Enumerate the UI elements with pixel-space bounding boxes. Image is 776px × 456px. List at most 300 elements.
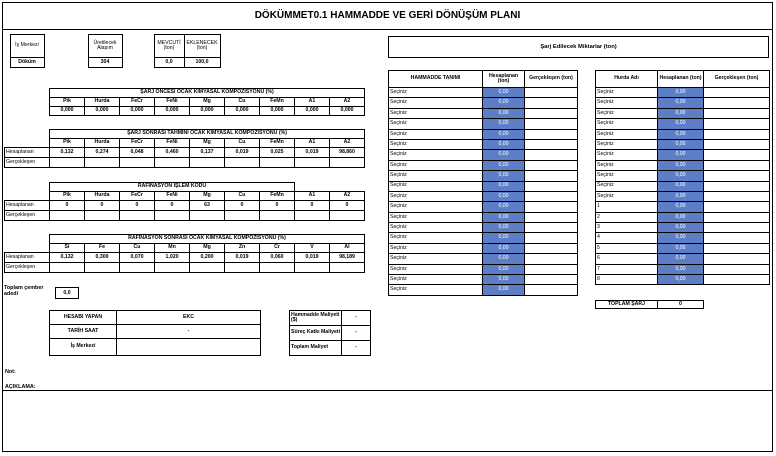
- table-row: [389, 264, 578, 274]
- row-real-input[interactable]: [704, 233, 770, 243]
- row-real-input[interactable]: [704, 223, 770, 233]
- cell-value: 0,274: [85, 148, 120, 158]
- table-row: [389, 160, 578, 170]
- input-cell[interactable]: [190, 158, 225, 168]
- row-real-input[interactable]: [525, 243, 578, 253]
- col-header: Pik: [50, 192, 85, 201]
- row-select[interactable]: 2: [596, 212, 658, 222]
- row-select[interactable]: 7: [596, 264, 658, 274]
- table-row: [389, 108, 578, 118]
- cell-value: 0,200: [190, 253, 225, 263]
- row-calc-value: 0,00: [483, 181, 525, 191]
- sarj-sonrasi-table: [4, 129, 365, 168]
- row-real-input[interactable]: [704, 129, 770, 139]
- toplam-maliyet-value: -: [342, 341, 371, 356]
- row-real-input[interactable]: [704, 150, 770, 160]
- cell-value: 0,132: [50, 253, 85, 263]
- input-cell[interactable]: [50, 263, 85, 273]
- table-row: [596, 233, 770, 243]
- row-calc-value: 0,00: [483, 160, 525, 170]
- col-header: A2: [330, 192, 365, 201]
- cell-value: 0,000: [330, 107, 365, 116]
- row-real-input[interactable]: [525, 233, 578, 243]
- input-cell[interactable]: [330, 211, 365, 221]
- cell-value: 1,020: [155, 253, 190, 263]
- hurda-table: [595, 70, 770, 285]
- rafinasyon-kodu-title: RAFİNASYON İŞLEM KODU: [50, 183, 295, 192]
- row-select[interactable]: Seçiniz: [596, 191, 658, 201]
- cell-value: 0,070: [120, 253, 155, 263]
- hurda-name-header: Hurda Adı: [596, 71, 658, 88]
- table-row: [596, 98, 770, 108]
- table-row: [596, 171, 770, 181]
- input-cell[interactable]: [260, 211, 295, 221]
- row-select[interactable]: Seçiniz: [389, 212, 483, 222]
- input-cell[interactable]: [260, 158, 295, 168]
- row-select[interactable]: Seçiniz: [389, 191, 483, 201]
- input-cell[interactable]: [225, 263, 260, 273]
- cell-value: 0: [330, 201, 365, 211]
- row-select[interactable]: Seçiniz: [389, 119, 483, 129]
- rafinasyon-sonrasi-title: RAFİNASYON SONRASI OCAK KİMYASAL KOMPOZİSYONU (%): [50, 235, 365, 244]
- aciklama-divider: [2, 390, 773, 391]
- row-select[interactable]: Seçiniz: [389, 129, 483, 139]
- row-calc-value: 0,00: [483, 243, 525, 253]
- row-real-input[interactable]: [704, 160, 770, 170]
- row-real-input[interactable]: [525, 88, 578, 98]
- col-header: Pik: [50, 139, 85, 148]
- signoff-table: [49, 310, 261, 356]
- input-cell[interactable]: [225, 211, 260, 221]
- row-real-input[interactable]: [525, 275, 578, 285]
- row-real-input[interactable]: [525, 181, 578, 191]
- hammadde-name-header: HAMMADDE TANIMI: [389, 71, 483, 88]
- input-cell[interactable]: [155, 158, 190, 168]
- surec-maliyeti-value: -: [342, 326, 371, 341]
- table-row: [389, 275, 578, 285]
- row-real-input[interactable]: [525, 98, 578, 108]
- row-select[interactable]: Seçiniz: [596, 119, 658, 129]
- toplam-sarj-label: TOPLAM ŞARJ: [596, 301, 658, 309]
- col-header: Mg: [190, 192, 225, 201]
- rafinasyon-kodu-table: [4, 182, 365, 221]
- cell-value: 0,000: [190, 107, 225, 116]
- hesabi-yapan-value[interactable]: EKC: [117, 311, 261, 325]
- input-cell[interactable]: [85, 211, 120, 221]
- not-label: Not:: [5, 369, 16, 375]
- row-calc-value: 0,00: [483, 98, 525, 108]
- row-real-input[interactable]: [704, 191, 770, 201]
- row-real-input[interactable]: [704, 98, 770, 108]
- table-row: [389, 119, 578, 129]
- row-select[interactable]: Seçiniz: [389, 171, 483, 181]
- table-row: [596, 243, 770, 253]
- cell-value: 0: [85, 201, 120, 211]
- sarj-oncesi-title: ŞARJ ÖNCESİ OCAK KİMYASAL KOMPOZİSYONU (%): [50, 89, 365, 98]
- table-row: [596, 275, 770, 285]
- row-calc-value: 0,00: [483, 88, 525, 98]
- row-calc-value: 0,00: [658, 150, 704, 160]
- input-cell[interactable]: [120, 158, 155, 168]
- row-select[interactable]: 6: [596, 254, 658, 264]
- col-header: FeMn: [260, 192, 295, 201]
- cell-value: 98,189: [330, 253, 365, 263]
- table-row: [596, 212, 770, 222]
- cell-value: 0,000: [225, 107, 260, 116]
- row-calc-value: 0,00: [483, 108, 525, 118]
- row-select[interactable]: Seçiniz: [389, 139, 483, 149]
- row-select[interactable]: Seçiniz: [389, 254, 483, 264]
- row-select[interactable]: Seçiniz: [389, 150, 483, 160]
- row-real-input[interactable]: [525, 119, 578, 129]
- hammadde-maliyeti-value: -: [342, 311, 371, 326]
- row-real-input[interactable]: [704, 264, 770, 274]
- uretilecek-value[interactable]: 304: [88, 58, 122, 68]
- row-calc-value: 0,00: [658, 212, 704, 222]
- col-header: FeCr: [120, 139, 155, 148]
- table-row: [389, 98, 578, 108]
- cell-value: 0,000: [85, 107, 120, 116]
- is-merkezi-label-2: İş Merkezi: [50, 339, 117, 356]
- col-header: Cu: [120, 244, 155, 253]
- row-real-input[interactable]: [525, 202, 578, 212]
- col-header: A2: [330, 139, 365, 148]
- cell-value: 0: [225, 201, 260, 211]
- input-cell[interactable]: [190, 263, 225, 273]
- cell-value: 0,025: [260, 148, 295, 158]
- eklenecek-label: EKLENECEK (ton): [184, 35, 220, 58]
- col-header: A1: [295, 139, 330, 148]
- col-header: Cu: [225, 139, 260, 148]
- row-real-input[interactable]: [704, 254, 770, 264]
- table-row: [596, 108, 770, 118]
- row-select[interactable]: Seçiniz: [389, 285, 483, 295]
- table-row: [389, 150, 578, 160]
- col-header: FeNi: [155, 139, 190, 148]
- cell-value: 0,019: [225, 148, 260, 158]
- toplam-cember-label: Toplam çember adedi: [4, 285, 44, 297]
- input-cell[interactable]: [295, 211, 330, 221]
- row-label: Gerçekleşen: [5, 263, 50, 273]
- row-label: Hesaplanan: [5, 201, 50, 211]
- row-calc-value: 0,00: [658, 202, 704, 212]
- row-calc-value: 0,00: [483, 129, 525, 139]
- input-cell[interactable]: [260, 263, 295, 273]
- table-row: [389, 223, 578, 233]
- row-select[interactable]: 4: [596, 233, 658, 243]
- cost-table: [289, 310, 371, 356]
- row-select[interactable]: Seçiniz: [596, 160, 658, 170]
- table-row: [596, 191, 770, 201]
- row-calc-value: 0,00: [658, 129, 704, 139]
- hurda-real-header: Gerçekleşen (ton): [704, 71, 770, 88]
- row-real-input[interactable]: [525, 264, 578, 274]
- row-calc-value: 0,00: [483, 264, 525, 274]
- row-select[interactable]: 1: [596, 202, 658, 212]
- table-row: [596, 129, 770, 139]
- input-cell[interactable]: [295, 158, 330, 168]
- row-calc-value: 0,00: [483, 119, 525, 129]
- row-real-input[interactable]: [525, 191, 578, 201]
- row-real-input[interactable]: [525, 171, 578, 181]
- row-calc-value: 0,00: [658, 233, 704, 243]
- row-real-input[interactable]: [525, 129, 578, 139]
- cell-value: 0,460: [155, 148, 190, 158]
- input-cell[interactable]: [330, 263, 365, 273]
- row-calc-value: 0,00: [483, 223, 525, 233]
- row-calc-value: 0,00: [658, 264, 704, 274]
- table-row: [596, 181, 770, 191]
- row-select[interactable]: Seçiniz: [389, 275, 483, 285]
- table-row: [389, 233, 578, 243]
- input-cell[interactable]: [120, 263, 155, 273]
- cell-value: 0: [155, 201, 190, 211]
- mevcut-label: MEVCUTİ (ton): [154, 35, 184, 58]
- cell-value: 0,000: [120, 107, 155, 116]
- col-header: Cu: [225, 192, 260, 201]
- row-real-input[interactable]: [704, 88, 770, 98]
- row-calc-value: 0,00: [658, 243, 704, 253]
- table-row: [389, 88, 578, 98]
- input-cell[interactable]: [225, 158, 260, 168]
- col-header: Cr: [260, 244, 295, 253]
- row-real-input[interactable]: [525, 223, 578, 233]
- row-real-input[interactable]: [704, 202, 770, 212]
- input-cell[interactable]: [85, 263, 120, 273]
- col-header: Zn: [225, 244, 260, 253]
- col-header: Pik: [50, 98, 85, 107]
- tarih-saat-value[interactable]: -: [117, 325, 261, 339]
- cell-value: 0,137: [190, 148, 225, 158]
- row-calc-value: 0,00: [658, 171, 704, 181]
- row-calc-value: 0,00: [483, 202, 525, 212]
- rafinasyon-sonrasi-table: [4, 234, 365, 273]
- table-row: [389, 191, 578, 201]
- row-select[interactable]: Seçiniz: [389, 88, 483, 98]
- row-real-input[interactable]: [704, 275, 770, 285]
- row-select[interactable]: Seçiniz: [596, 88, 658, 98]
- table-row: [389, 254, 578, 264]
- toplam-cember-value[interactable]: 0,0: [55, 287, 79, 299]
- row-label: Hesaplanan: [5, 253, 50, 263]
- toplam-maliyet-label: Toplam Maliyet: [290, 341, 342, 356]
- input-cell[interactable]: [50, 211, 85, 221]
- input-cell[interactable]: [50, 158, 85, 168]
- row-calc-value: 0,00: [658, 119, 704, 129]
- row-calc-value: 0,00: [483, 191, 525, 201]
- col-header: A1: [295, 98, 330, 107]
- row-calc-value: 0,00: [658, 254, 704, 264]
- hurda-calc-header: Hesaplanan (ton): [658, 71, 704, 88]
- row-calc-value: 0,00: [483, 285, 525, 295]
- cell-value: 0,000: [155, 107, 190, 116]
- col-header: Hurda: [85, 98, 120, 107]
- uretilecek-label: Üretilecek Alaşım: [88, 35, 122, 58]
- page-title: DÖKÜMMET0.1 HAMMADDE VE GERİ DÖNÜŞÜM PLANI: [2, 2, 773, 30]
- hammadde-calc-header: Hesaplanan (ton): [483, 71, 525, 88]
- surec-maliyeti-label: Süreç Katkı Maliyeti: [290, 326, 342, 341]
- input-cell[interactable]: [85, 158, 120, 168]
- cell-value: 0,019: [295, 148, 330, 158]
- row-select[interactable]: Seçiniz: [389, 202, 483, 212]
- input-cell[interactable]: [295, 263, 330, 273]
- row-calc-value: 0,00: [658, 191, 704, 201]
- table-row: [596, 254, 770, 264]
- col-header: Cu: [225, 98, 260, 107]
- row-calc-value: 0,00: [658, 88, 704, 98]
- col-header: A1: [295, 192, 330, 201]
- row-real-input[interactable]: [704, 139, 770, 149]
- cell-value: 0,000: [260, 107, 295, 116]
- table-row: [389, 139, 578, 149]
- sarj-oncesi-table: [49, 88, 365, 116]
- table-row: [596, 202, 770, 212]
- row-real-input[interactable]: [704, 171, 770, 181]
- table-row: [596, 139, 770, 149]
- row-calc-value: 0,00: [658, 181, 704, 191]
- tarih-saat-label: TARİH SAAT: [50, 325, 117, 339]
- cell-value: 0,000: [50, 107, 85, 116]
- hesabi-yapan-label: HESABI YAPAN: [50, 311, 117, 325]
- row-real-input[interactable]: [704, 212, 770, 222]
- row-select[interactable]: Seçiniz: [596, 98, 658, 108]
- col-header: Fe: [85, 244, 120, 253]
- toplam-sarj-value: 0: [658, 301, 704, 309]
- row-real-input[interactable]: [525, 160, 578, 170]
- col-header: Al: [330, 244, 365, 253]
- table-row: [596, 119, 770, 129]
- col-header: FeCr: [120, 192, 155, 201]
- row-real-input[interactable]: [704, 108, 770, 118]
- row-select[interactable]: Seçiniz: [389, 264, 483, 274]
- row-select[interactable]: 8: [596, 275, 658, 285]
- row-select[interactable]: Seçiniz: [389, 160, 483, 170]
- cell-value: 63: [190, 201, 225, 211]
- cell-value: 0: [260, 201, 295, 211]
- col-header: FeMn: [260, 98, 295, 107]
- row-calc-value: 0,00: [483, 212, 525, 222]
- row-label: Gerçekleşen: [5, 211, 50, 221]
- table-row: [596, 150, 770, 160]
- row-calc-value: 0,00: [658, 108, 704, 118]
- cell-value: 0: [295, 201, 330, 211]
- row-select[interactable]: Seçiniz: [596, 129, 658, 139]
- col-header: Mn: [155, 244, 190, 253]
- row-real-input[interactable]: [525, 254, 578, 264]
- row-calc-value: 0,00: [483, 275, 525, 285]
- row-select[interactable]: Seçiniz: [389, 98, 483, 108]
- table-row: [389, 129, 578, 139]
- table-row: [596, 160, 770, 170]
- input-cell[interactable]: [120, 211, 155, 221]
- row-select[interactable]: Seçiniz: [596, 108, 658, 118]
- row-label: Hesaplanan: [5, 148, 50, 158]
- is-merkezi-input[interactable]: [117, 339, 261, 356]
- col-header: A2: [330, 98, 365, 107]
- eklenecek-value[interactable]: 100,0: [184, 58, 220, 68]
- table-row: [389, 181, 578, 191]
- row-select[interactable]: Seçiniz: [389, 223, 483, 233]
- row-calc-value: 0,00: [483, 150, 525, 160]
- table-row: [389, 285, 578, 295]
- row-calc-value: 0,00: [658, 223, 704, 233]
- cell-value: 0,300: [85, 253, 120, 263]
- row-real-input[interactable]: [525, 212, 578, 222]
- col-header: Hurda: [85, 192, 120, 201]
- col-header: V: [295, 244, 330, 253]
- row-calc-value: 0,00: [658, 160, 704, 170]
- col-header: Mg: [190, 139, 225, 148]
- table-row: [389, 243, 578, 253]
- col-header: Hurda: [85, 139, 120, 148]
- toplam-sarj-table: [595, 300, 704, 309]
- col-header: FeNi: [155, 98, 190, 107]
- col-header: FeMn: [260, 139, 295, 148]
- cell-value: 0,060: [260, 253, 295, 263]
- row-label: Gerçekleşen: [5, 158, 50, 168]
- row-select[interactable]: 3: [596, 223, 658, 233]
- cell-value: 0,000: [295, 107, 330, 116]
- is-merkezi-label: İş Merkezi: [10, 35, 44, 58]
- row-select[interactable]: Seçiniz: [596, 139, 658, 149]
- row-real-input[interactable]: [525, 139, 578, 149]
- col-header: FeNi: [155, 192, 190, 201]
- hammadde-real-header: Gerçekleşen (ton): [525, 71, 578, 88]
- is-merkezi-value[interactable]: Döküm: [10, 58, 44, 68]
- row-select[interactable]: 5: [596, 243, 658, 253]
- row-real-input[interactable]: [525, 150, 578, 160]
- input-cell[interactable]: [155, 263, 190, 273]
- sarj-sonrasi-title: ŞARJ SONRASI TAHMİNİ OCAK KİMYASAL KOMPOZİSYONU (%): [50, 130, 365, 139]
- table-row: [389, 212, 578, 222]
- row-calc-value: 0,00: [658, 98, 704, 108]
- row-select[interactable]: Seçiniz: [596, 171, 658, 181]
- table-row: [389, 171, 578, 181]
- table-row: [596, 88, 770, 98]
- row-real-input[interactable]: [704, 243, 770, 253]
- mevcut-value[interactable]: 0,0: [154, 58, 184, 68]
- row-select[interactable]: Seçiniz: [389, 181, 483, 191]
- row-select[interactable]: Seçiniz: [596, 150, 658, 160]
- cell-value: 0,132: [50, 148, 85, 158]
- table-row: [596, 264, 770, 274]
- row-calc-value: 0,00: [658, 275, 704, 285]
- input-cell[interactable]: [155, 211, 190, 221]
- row-select[interactable]: Seçiniz: [389, 233, 483, 243]
- col-header: FeCr: [120, 98, 155, 107]
- row-select[interactable]: Seçiniz: [389, 243, 483, 253]
- row-calc-value: 0,00: [483, 139, 525, 149]
- input-cell[interactable]: [330, 158, 365, 168]
- row-select[interactable]: Seçiniz: [596, 181, 658, 191]
- row-calc-value: 0,00: [483, 233, 525, 243]
- header-info-table: [4, 34, 221, 68]
- cell-value: 0,019: [225, 253, 260, 263]
- sarj-edilecek-title: Şarj Edilecek Miktarlar (ton): [388, 36, 769, 58]
- table-row: [389, 202, 578, 212]
- cell-value: 0,019: [295, 253, 330, 263]
- row-real-input[interactable]: [525, 108, 578, 118]
- input-cell[interactable]: [190, 211, 225, 221]
- row-real-input[interactable]: [525, 285, 578, 295]
- row-real-input[interactable]: [704, 181, 770, 191]
- row-calc-value: 0,00: [483, 171, 525, 181]
- row-select[interactable]: Seçiniz: [389, 108, 483, 118]
- table-row: [596, 223, 770, 233]
- col-header: Mg: [190, 244, 225, 253]
- hammadde-table: [388, 70, 578, 296]
- row-real-input[interactable]: [704, 119, 770, 129]
